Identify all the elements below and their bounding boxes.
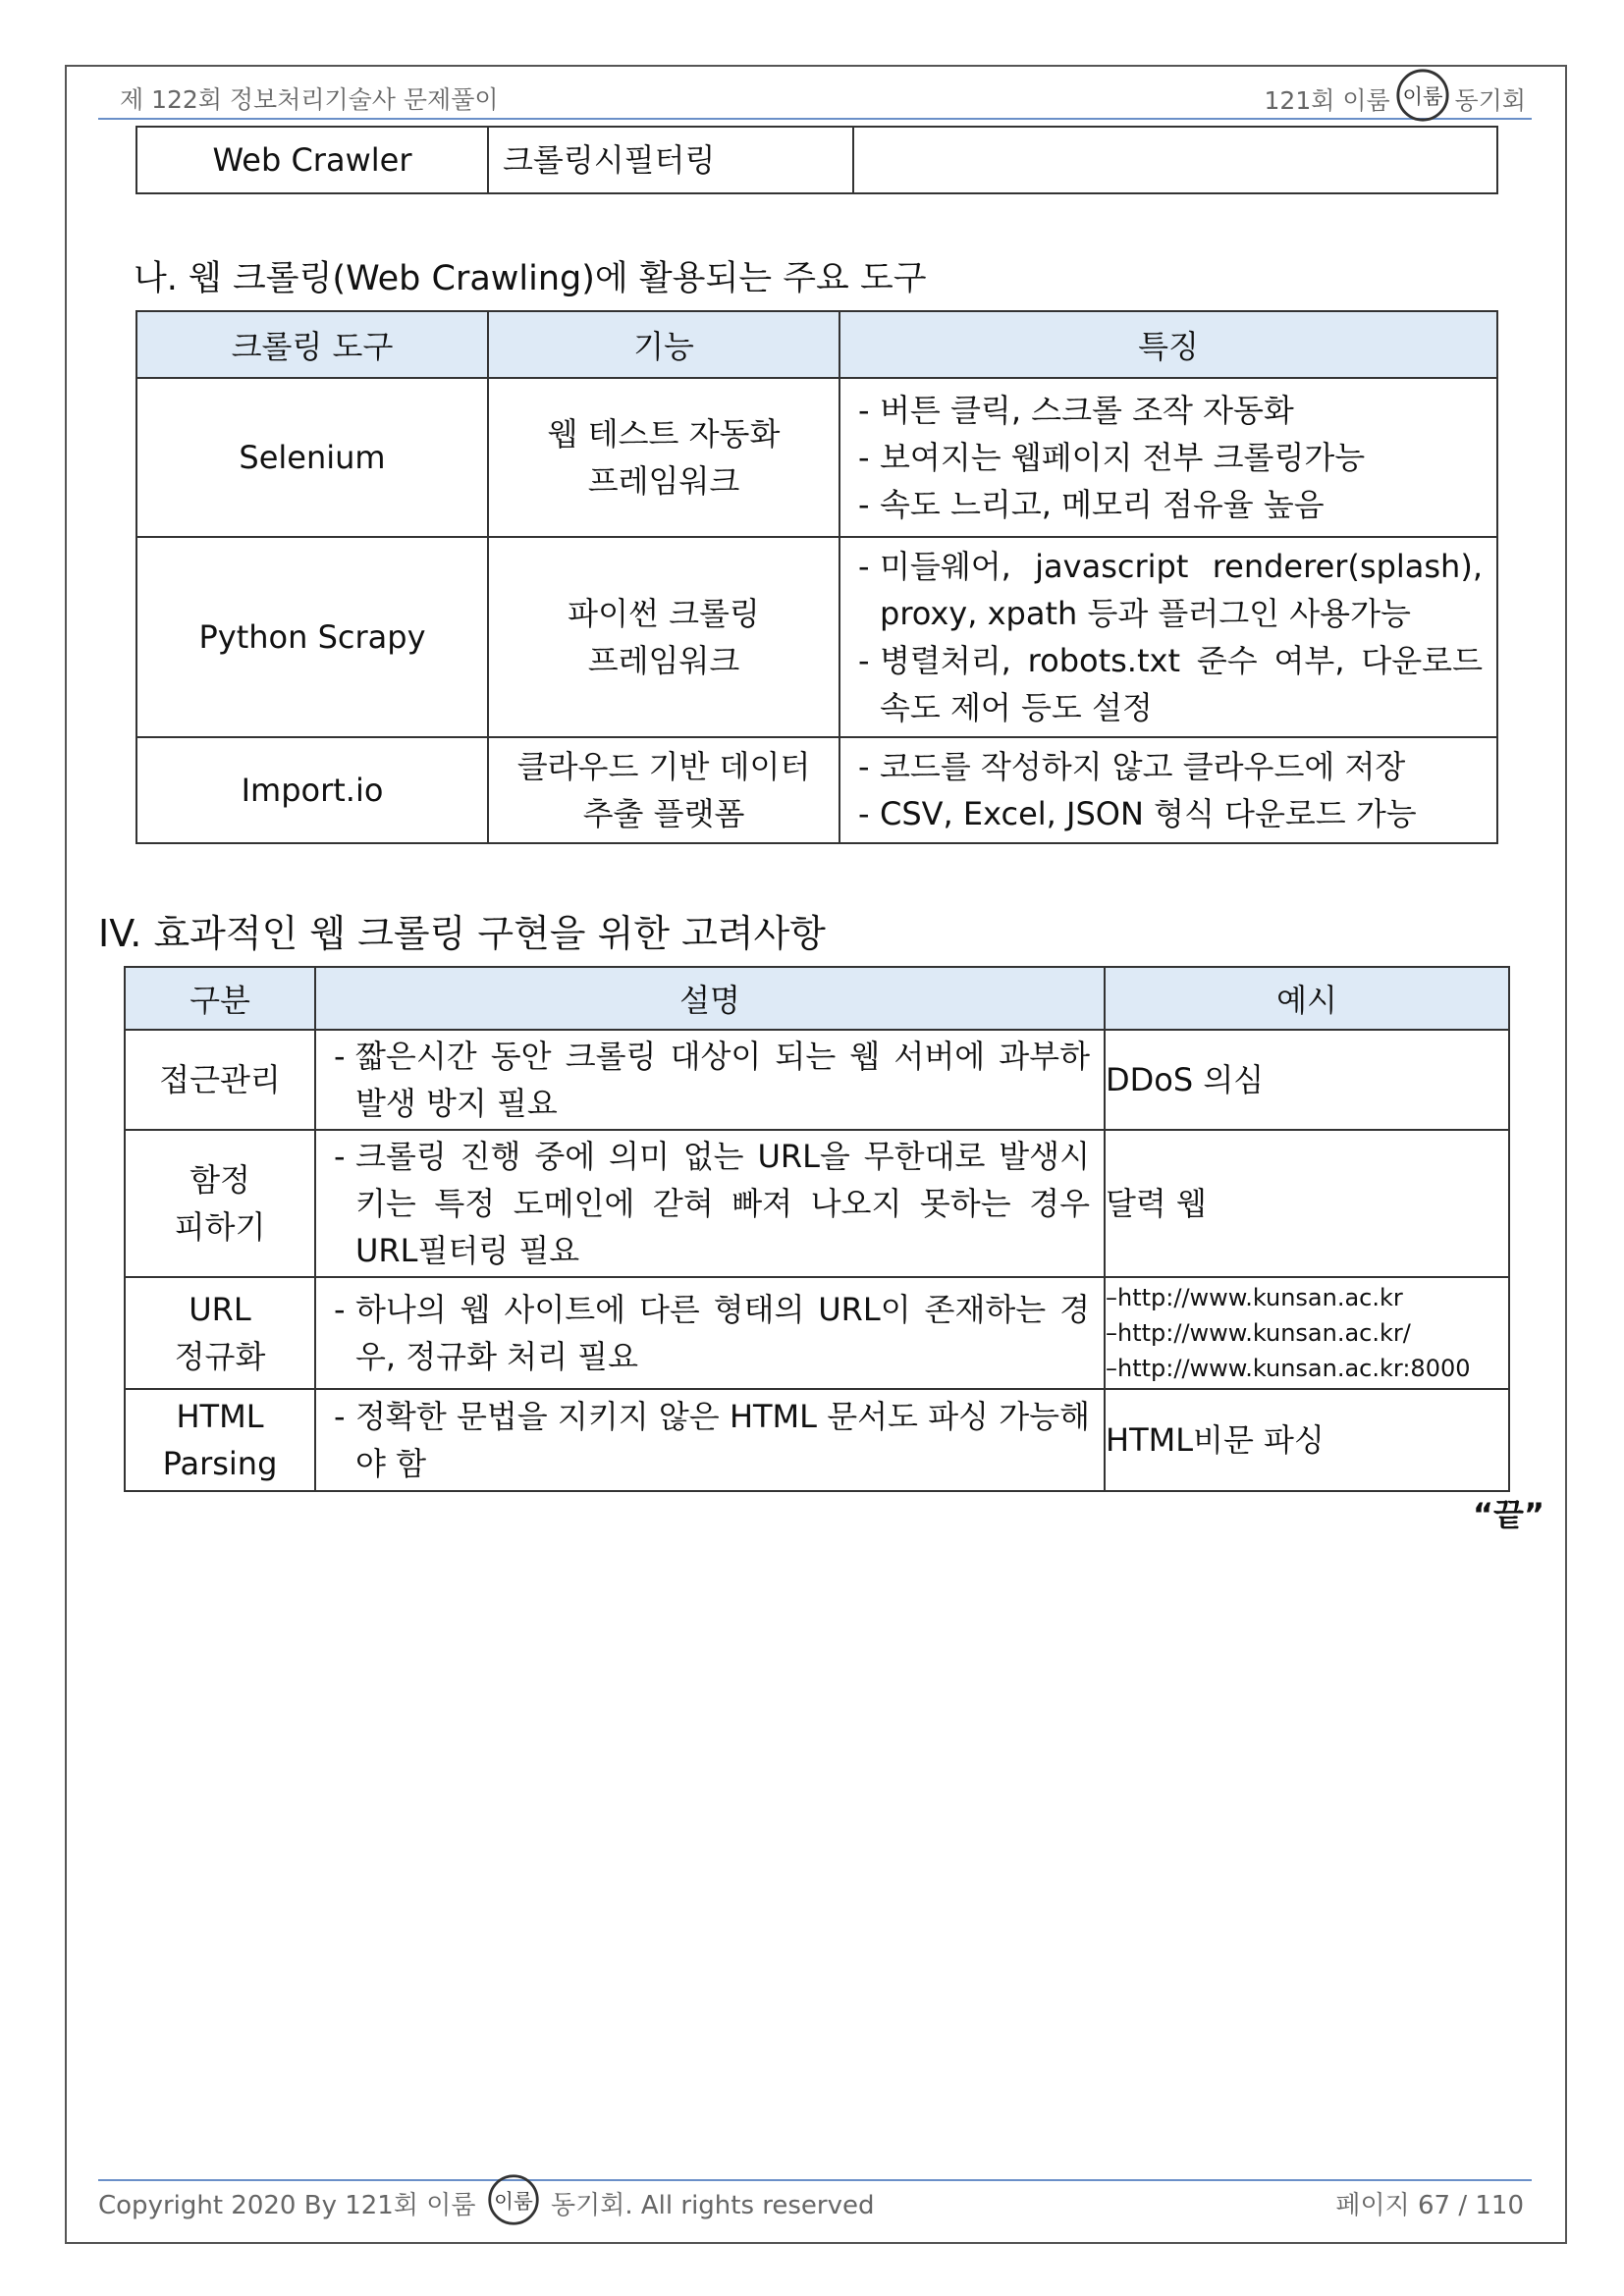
header-cell: 특징: [839, 311, 1497, 378]
table-cell: [853, 127, 1497, 193]
header-group: [1265, 80, 1526, 124]
tool-function: 파이썬 크롤링 프레임워크: [488, 537, 839, 737]
category-cell: 접근관리: [125, 1030, 315, 1130]
header-group-suffix: 동기회: [1454, 86, 1526, 115]
footer-copyright-prefix: Copyright 2020 By 121회 이룸: [98, 2191, 476, 2220]
svg-text:이룸: 이룸: [1402, 84, 1443, 110]
tool-name: Selenium: [136, 378, 488, 537]
list-item: - 짧은시간 동안 크롤링 대상이 되는 웹 서버에 과부하 발생 방지 필요: [330, 1033, 1090, 1127]
table-row: [136, 537, 1497, 737]
tool-function: 클라우드 기반 데이터 추출 플랫폼: [488, 737, 839, 843]
list-item: - 하나의 웹 사이트에 다른 형태의 URL이 존재하는 경우, 정규화 처리 필요: [330, 1286, 1090, 1380]
list-item: - 정확한 문법을 지키지 않은 HTML 문서도 파싱 가능해야 함: [330, 1393, 1090, 1487]
list-item: - 보여지는 웹페이지 전부 크롤링가능: [854, 434, 1483, 481]
table-row: [125, 1277, 1509, 1389]
header-cell: 예시: [1105, 967, 1509, 1030]
list-item: - 미들웨어, javascript renderer(splash), proxy, xpath 등과 플러그인 사용가능: [854, 543, 1483, 637]
section-b-title: 나. 웹 크롤링(Web Crawling)에 활용되는 주요 도구: [134, 259, 927, 298]
table-row: [125, 1030, 1509, 1130]
tool-features: [839, 537, 1497, 737]
list-item: - CSV, Excel, JSON 형식 다운로드 가능: [854, 790, 1483, 837]
tool-features: [839, 737, 1497, 843]
tool-features: [839, 378, 1497, 537]
footer-copyright-suffix: 동기회. All rights reserved: [551, 2191, 875, 2220]
table-row: [136, 737, 1497, 843]
example-cell: HTML비문 파싱: [1105, 1389, 1509, 1491]
table-cell: Web Crawler: [136, 127, 488, 193]
list-item: - 코드를 작성하지 않고 클라우드에 저장: [854, 743, 1483, 790]
list-item: - 병렬처리, robots.txt 준수 여부, 다운로드 속도 제어 등도 설정: [854, 637, 1483, 731]
category-cell: HTML Parsing: [125, 1389, 315, 1491]
header-cell: 크롤링 도구: [136, 311, 488, 378]
list-item: - 속도 느리고, 메모리 점유율 높음: [854, 481, 1483, 528]
footer-divider: [98, 2179, 1532, 2181]
tools-table: [135, 310, 1498, 844]
header-cell: 구분: [125, 967, 315, 1030]
header-title: 제 122회 정보처리기술사 문제풀이: [120, 85, 499, 114]
page-header: [98, 77, 1532, 120]
category-cell: 함정 피하기: [125, 1130, 315, 1277]
list-item: - 버튼 클릭, 스크롤 조작 자동화: [854, 387, 1483, 434]
example-cell: 달력 웹: [1105, 1130, 1509, 1277]
header-cell: 설명: [315, 967, 1105, 1030]
description-cell: [315, 1389, 1105, 1491]
svg-text:이룸: 이룸: [493, 2188, 533, 2213]
tool-function: 웹 테스트 자동화 프레임워크: [488, 378, 839, 537]
example-cell: DDoS 의심: [1105, 1030, 1509, 1130]
description-cell: [315, 1130, 1105, 1277]
example-cell: –http://www.kunsan.ac.kr –http://www.kunsan.ac.kr/ –http://www.kunsan.ac.kr:8000: [1105, 1277, 1509, 1389]
considerations-table: [124, 966, 1510, 1492]
table-row: [136, 127, 1497, 193]
table-row: [125, 1130, 1509, 1277]
description-cell: [315, 1030, 1105, 1130]
list-item: - 크롤링 진행 중에 의미 없는 URL을 무한대로 발생시키는 특정 도메인에 갇혀 빠져 나오지 못하는 경우 URL필터링 필요: [330, 1133, 1090, 1274]
footer-copyright: [98, 2185, 875, 2227]
tool-name: Python Scrapy: [136, 537, 488, 737]
description-cell: [315, 1277, 1105, 1389]
header-group-prefix: 121회 이룸: [1264, 86, 1390, 115]
seal-logo-icon: [486, 2172, 541, 2227]
section-iv-title: IV. 효과적인 웹 크롤링 구현을 위한 고려사항: [98, 912, 826, 955]
table-header-row: [136, 311, 1497, 378]
table-header-row: [125, 967, 1509, 1030]
table-row: [125, 1389, 1509, 1491]
table-row: [136, 378, 1497, 537]
tool-name: Import.io: [136, 737, 488, 843]
top-table: [135, 126, 1498, 194]
table-cell: 크롤링시필터링: [488, 127, 853, 193]
header-cell: 기능: [488, 311, 839, 378]
seal-logo-icon: [1394, 67, 1451, 124]
category-cell: URL 정규화: [125, 1277, 315, 1389]
end-mark: “끝”: [1473, 1496, 1544, 1533]
footer-page-number: 페이지 67 / 110: [1335, 2191, 1524, 2220]
